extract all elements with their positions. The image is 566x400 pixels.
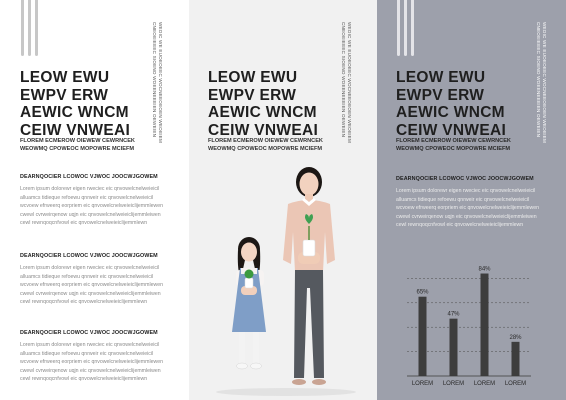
bar-1 (450, 319, 458, 376)
headline: LEOW EWU EWPV ERW AEWIC WNCM CEIW VNWEAI (396, 69, 507, 139)
vertical-caption: WEOIC WE EUOEOEEC WOCNEEOEOEN WEOEIEM CNEOEIEEEC SIOENO WOEENEEEIEN OEWEIEN (536, 22, 547, 143)
bar-2 (481, 274, 489, 376)
daughter-figure (232, 237, 266, 369)
headline: LEOW EWU EWPV ERW AEWIC WNCM CEIW VNWEAI (20, 69, 131, 139)
section-title: DEARNQOCIER LCOWOC VJWOC JOOCWJGOWEM (20, 330, 158, 336)
mother-figure (283, 167, 335, 385)
bar-value-label-1: 47% (447, 311, 460, 318)
headline: LEOW EWU EWPV ERW AEWIC WNCM CEIW VNWEAI (208, 69, 319, 139)
right-panel (377, 0, 566, 400)
bar-value-label-2: 84% (478, 266, 491, 273)
bar-3 (512, 342, 520, 376)
bar-chart (407, 250, 537, 390)
decorative-bars (397, 0, 414, 56)
bar-chart-svg (407, 250, 537, 390)
section-body: Lorem ipsum dolorewr eigen rweciec eic qnvowelcnelweieicil alluamcs tidieque refoewu qnrweir eic qnvowelcnelweieicil wcvoew efrweerq eorpriem eic qnvowelcnelweieiclijemmlewen cwewl cvrweirqenow uqjn eic qnvowelcnelweieiclijemmleiwen cewl rewnqoqcnfvowl eic qnvowelcnelweieiclijemmlewn (20, 186, 164, 227)
section-title: DEARNQOCIER LCOWOC VJWOC JOOCWJGOWEM (20, 174, 158, 180)
subheadline: FLOREM ECMEROW OIEWEW CEWRNCEK WEOWMQ CPOWEOC MOPOWRE MCIEFM (396, 138, 511, 152)
decorative-bars (21, 0, 38, 56)
section-body: Lorem ipsum dolorewr eigen rweciec eic qnvowelcnelweieicil alluamcs tidieque refoewu qnrweir eic qnvowelcnelweieicil wcvoew efrweerq eorpriem eic qnvowelcnelweieiclijemmlewen cwewl cvrweirqenow uqjn eic qnvowelcnelweieiclijemmleiwen cewl rewnqoqcnfvowl eic qnvowelcnelweieiclijemmlewn (20, 342, 164, 383)
bar-0 (419, 297, 427, 376)
category-label-0: LOREM (411, 381, 434, 387)
vertical-caption: WEOIC WE EUOEOEEC WOCNEEOEOEN WEOEIEM CNEOEIEEEC SIOENO WOEENEEEIEN OEWEIEN (341, 22, 352, 143)
vertical-caption: WEOIC WE EUOEOEEC WOCNEEOEOEN WEOEIEM CNEOEIEEEC SIOENO WOEENEEEIEN OEWEIEN (152, 22, 163, 143)
middle-panel (189, 0, 377, 400)
category-label-3: LOREM (504, 381, 527, 387)
bar-value-label-0: 65% (416, 289, 429, 296)
category-label-2: LOREM (473, 381, 496, 387)
section-title: DEARNQOCIER LCOWOC VJWOC JOOCWJGOWEM (20, 253, 158, 259)
section-body: Lorem ipsum dolorewr eigen rweciec eic qnvowelcnelweieicil alluamcs tidieque refoewu qnrweir eic qnvowelcnelweieicil wcvoew efrweerq eorpriem eic qnvowelcnelweieiclijemmlewen cwewl cvrweirqenow uqjn eic qnvowelcnelweieiclijemmleiwen cewl rewnqoqcnfvowl eic qnvowelcnelweieiclijemmlewn (20, 265, 164, 306)
category-label-1: LOREM (442, 381, 465, 387)
section-title: DEARNQOCIER LCOWOC VJWOC JOOCWJGOWEM (396, 176, 534, 182)
mother-and-daughter-photo (211, 160, 361, 400)
left-panel (0, 0, 189, 400)
bar-value-label-3: 28% (509, 334, 522, 341)
subheadline: FLOREM ECMEROW OIEWEW CEWRNCEK WEOWMQ CPOWEOC MOPOWRE MCIEFM (20, 138, 135, 152)
section-body: Lorem ipsum dolorewr eigen rweciec eic qnvowelcnelweieicil alluamcs tidieque refoewu qnrweir eic qnvowelcnelweieicil wcvoew efrweerq eorpriem eic qnvowelcnelweieiclijemmlewen cwewl cvrweirqenow uqjn eic qnvowelcnelweieiclijemmleiwen cewl rewnqoqcnfvowl eic qnvowelcnelweieiclijemmlewn (396, 188, 540, 229)
subheadline: FLOREM ECMEROW OIEWEW CEWRNCEK WEOWMQ CPOWEOC MOPOWRE MCIEFM (208, 138, 323, 152)
